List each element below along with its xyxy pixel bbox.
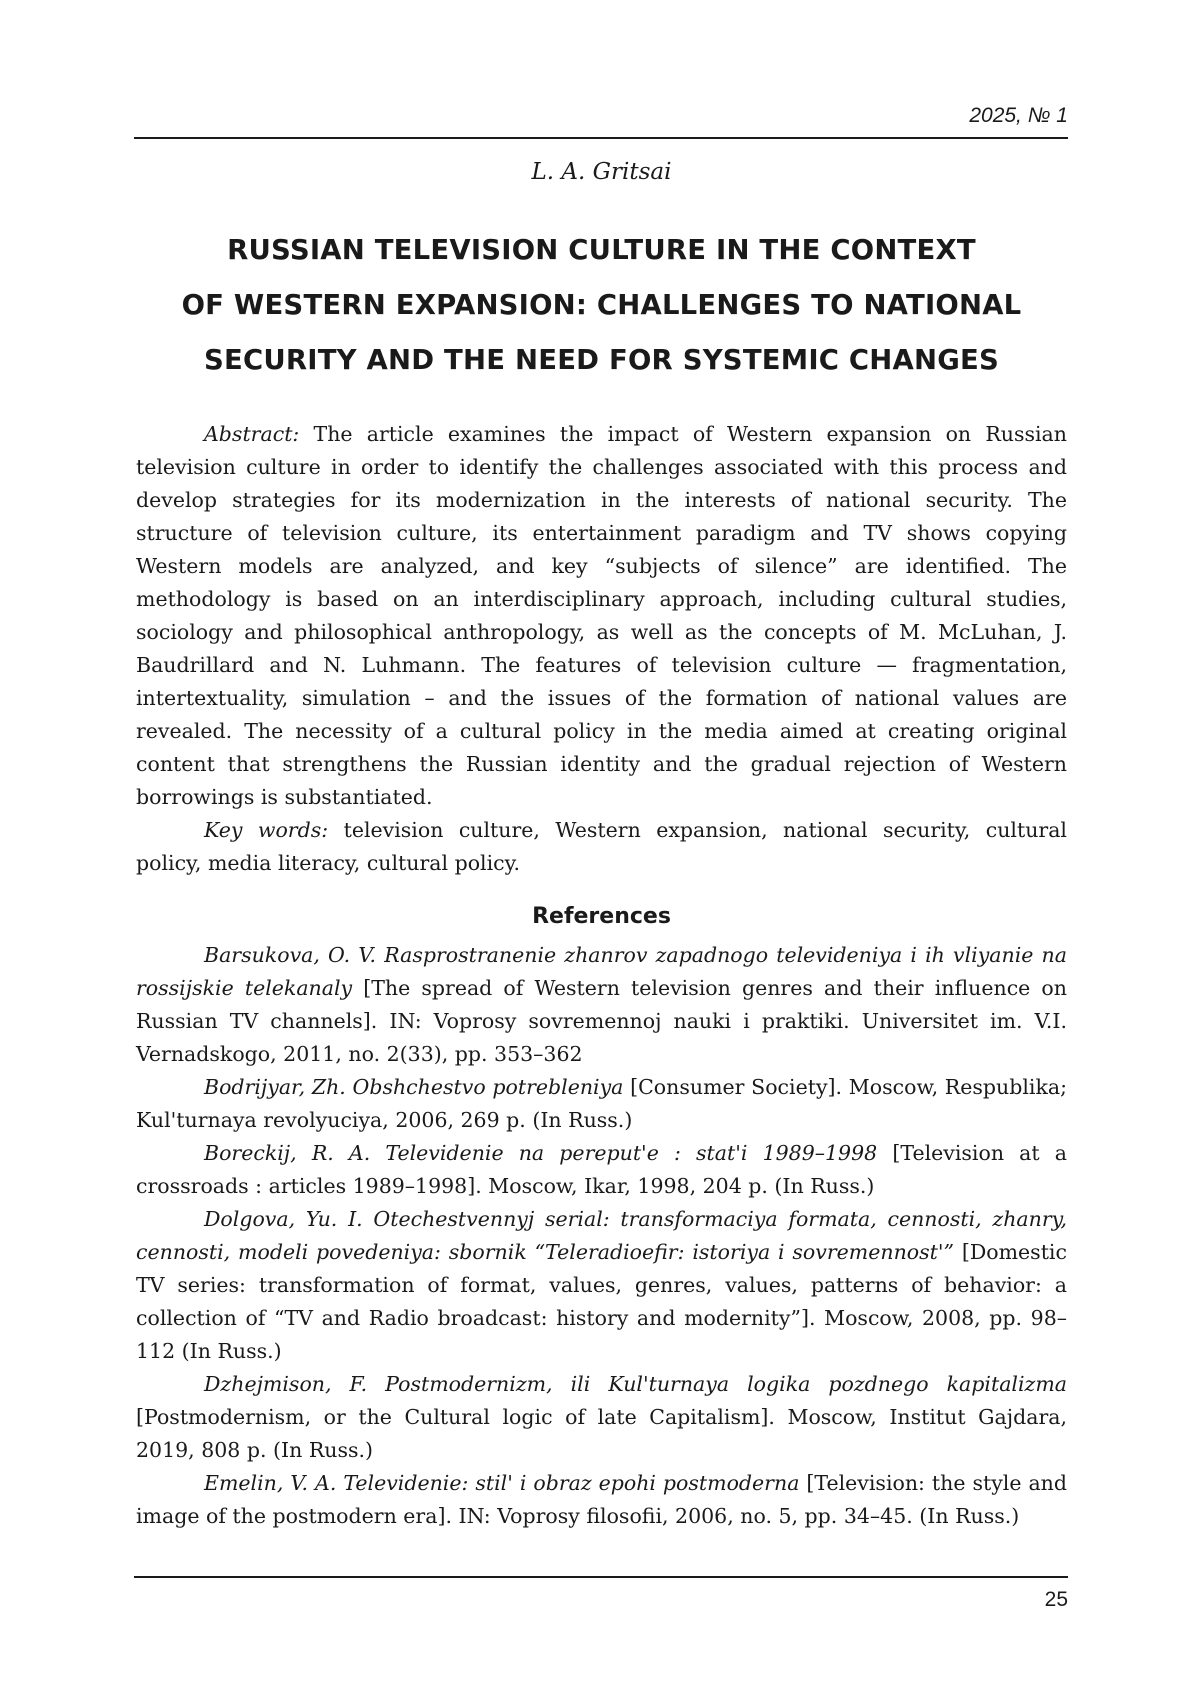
title-line: RUSSIAN TELEVISION CULTURE IN THE CONTEXT	[227, 234, 976, 266]
reference-rest: [The spread of Western television genres and their influence on Russian TV channels]. IN: Voprosy sovremennoj nauki i praktiki. Universitet im. V.I. Vernadskogo, 2011, no. 2(33), pp. 353–362	[136, 976, 1067, 1066]
keywords-text: television culture, Western expansion, national security, cultural policy, media literacy, cultural policy.	[136, 818, 1067, 875]
article-body	[136, 150, 1067, 1533]
reference-item	[136, 1467, 1067, 1533]
abstract	[136, 418, 1067, 814]
reference-italic: Boreckij, R. A. Televidenie na pereput'e : stat'i 1989–1998	[204, 1141, 878, 1165]
reference-item	[136, 1071, 1067, 1137]
article-title	[136, 223, 1067, 388]
footer-rule	[134, 1576, 1068, 1578]
author-name: L. A. Gritsai	[531, 159, 672, 185]
reference-rest: [Television at a crossroads : articles 1989–1998]. Moscow, Ikar, 1998, 204 p. (In Russ.)	[136, 1141, 1068, 1198]
reference-italic: Dzhejmison, F. Postmodernizm, ili Kul'turnaya logika pozdnego kapitalizma	[204, 1372, 1067, 1396]
reference-item	[136, 1137, 1067, 1203]
reference-item	[136, 939, 1067, 1071]
references-heading: References	[532, 904, 671, 929]
reference-item	[136, 1368, 1067, 1467]
reference-italic: Dolgova, Yu. I. Otechestvennyj serial: transformaciya formata, cennosti, zhanry, cennosti, modeli povedeniya: sbornik “Teleradioefir: istoriya i sovremennost'”	[136, 1207, 1067, 1264]
keywords	[136, 814, 1067, 880]
title-line: OF WESTERN EXPANSION: CHALLENGES TO NATIONAL	[181, 289, 1022, 321]
page-number: 25	[1044, 1588, 1068, 1611]
reference-italic: Barsukova, O. V. Rasprostranenie zhanrov zapadnogo televideniya i ih vliyanie na rossijskie telekanaly	[136, 943, 1067, 1000]
reference-rest: [Postmodernism, or the Cultural logic of late Capitalism]. Moscow, Institut Gajdara, 2019, 808 p. (In Russ.)	[136, 1405, 1067, 1462]
title-line: SECURITY AND THE NEED FOR SYSTEMIC CHANGES	[204, 344, 999, 376]
reference-rest: [Domestic TV series: transformation of format, values, genres, values, patterns of behavior: a collection of “TV and Radio broadcast: history and modernity”]. Moscow, 2008, pp. 98–112 (In Russ.)	[136, 1240, 1067, 1363]
reference-rest: [Television: the style and image of the postmodern era]. IN: Voprosy filosofii, 2006, no. 5, pp. 34–45. (In Russ.)	[136, 1471, 1067, 1528]
reference-item	[136, 1203, 1067, 1368]
reference-italic: Emelin, V. A. Televidenie: stil' i obraz epohi postmoderna	[204, 1471, 800, 1495]
header-rule	[134, 137, 1068, 139]
abstract-text: The article examines the impact of Western expansion on Russian television culture in order to identify the challenges associated with this process and develop strategies for its modernization in the interests of national security. The structure of television culture, its entertainment paradigm and TV shows copying Western models are analyzed, and key “subjects of silence” are identified. The methodology is based on an interdisciplinary approach, including cultural studies, sociology and philosophical anthropology, as well as the concepts of M. McLuhan, J. Baudrillard and N. Luhmann. The features of television culture — fragmentation, intertextuality, simulation – and the issues of the formation of national values are revealed. The necessity of a cultural policy in the media aimed at creating original content that strengthens the Russian identity and the gradual rejection of Western borrowings is substantiated.	[136, 422, 1067, 809]
journal-issue: 2025, № 1	[969, 104, 1068, 127]
keywords-label: Key words:	[204, 818, 329, 842]
reference-italic: Bodrijyar, Zh. Obshchestvo potrebleniya	[204, 1075, 624, 1099]
reference-rest: [Consumer Society]. Moscow, Respublika; Kul'turnaya revolyuciya, 2006, 269 p. (In Russ.)	[136, 1075, 1067, 1132]
abstract-label: Abstract:	[204, 422, 300, 446]
